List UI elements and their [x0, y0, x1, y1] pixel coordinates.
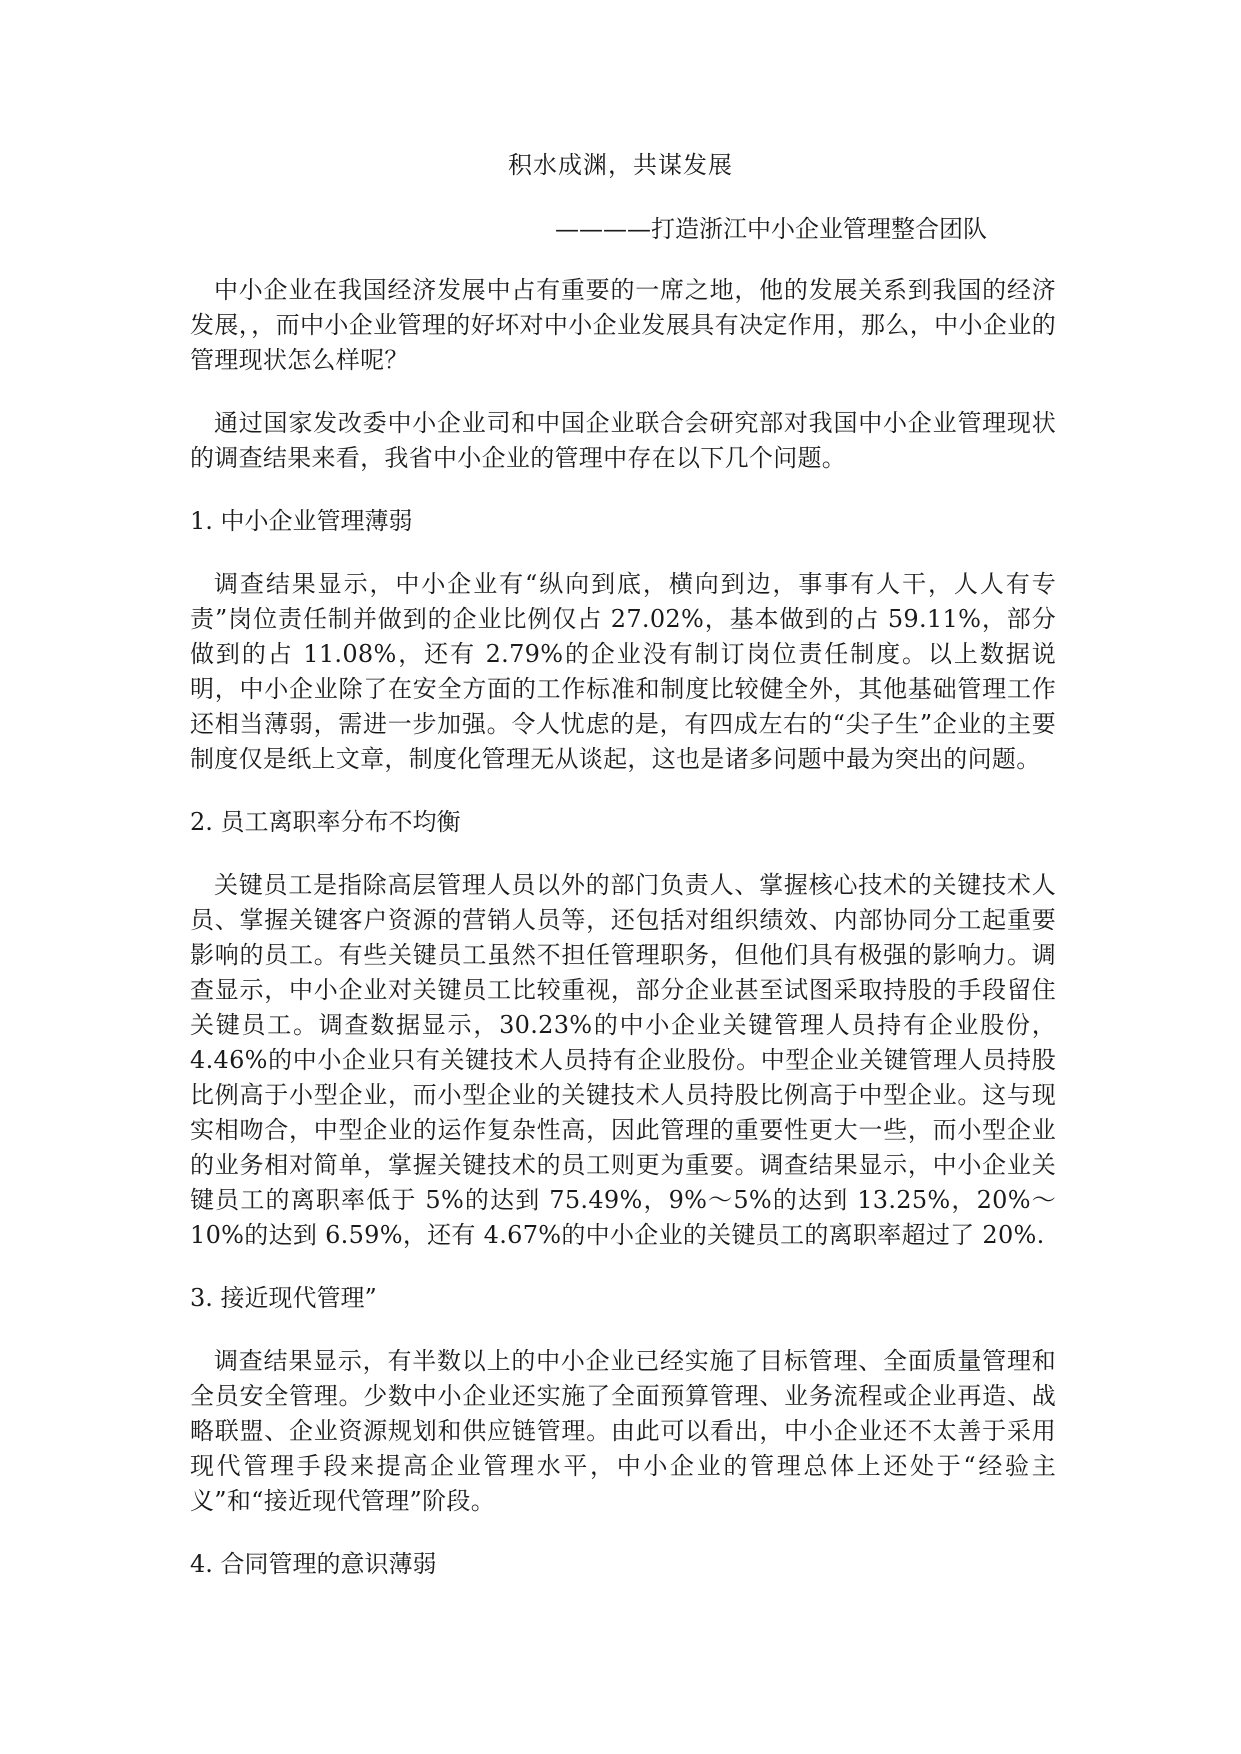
intro-paragraph-2: 通过国家发改委中小企业司和中国企业联合会研究部对我国中小企业管理现状的调查结果来看，我省中小企业的管理中存在以下几个问题。 — [190, 409, 1056, 472]
section-heading-3: 3. 接近现代管理” — [190, 1284, 377, 1312]
section-heading-2: 2. 员工离职率分布不均衡 — [190, 808, 461, 836]
document-body — [190, 273, 1056, 1610]
section-heading-4: 4. 合同管理的意识薄弱 — [190, 1550, 437, 1578]
section-paragraph-1: 调查结果显示，中小企业有“纵向到底，横向到边，事事有人干，人人有专责”岗位责任制并做到的企业比例仅占 27.02%，基本做到的占 59.11%，部分做到的占 11.08%，还有 2.79%的企业没有制订岗位责任制度。以上数据说明，中小企业除了在安全方面的工作标准和制度比较健全外，其他基础管理工作还相当薄弱，需进一步加强。令人忧虑的是，有四成左右的“尖子生”企业的主要制度仅是纸上文章，制度化管理无从谈起，这也是诸多问题中最为突出的问题。 — [190, 570, 1056, 773]
section-paragraph-2: 关键员工是指除高层管理人员以外的部门负责人、掌握核心技术的关键技术人员、掌握关键客户资源的营销人员等，还包括对组织绩效、内部协同分工起重要影响的员工。有些关键员工虽然不担任管理职务，但他们具有极强的影响力。调查显示，中小企业对关键员工比较重视，部分企业甚至试图采取持股的手段留住关键员工。调查数据显示，30.23%的中小企业关键管理人员持有企业股份，4.46%的中小企业只有关键技术人员持有企业股份。中型企业关键管理人员持股比例高于小型企业，而小型企业的关键技术人员持股比例高于中型企业。这与现实相吻合，中型企业的运作复杂性高，因此管理的重要性更大一些，而小型企业的业务相对简单，掌握关键技术的员工则更为重要。调查结果显示，中小企业关键员工的离职率低于 5%的达到 75.49%，9%～5%的达到 13.25%，20%～10%的达到 6.59%，还有 4.67%的中小企业的关键员工的离职率超过了 20%. — [190, 871, 1056, 1249]
intro-paragraph-1: 中小企业在我国经济发展中占有重要的一席之地，他的发展关系到我国的经济发展，，而中小企业管理的好坏对中小企业发展具有决定作用，那么，中小企业的管理现状怎么样呢？ — [190, 276, 1056, 374]
section-heading-1: 1. 中小企业管理薄弱 — [190, 507, 413, 535]
document-title: 积水成渊，共谋发展 — [508, 151, 733, 179]
section-paragraph-3: 调查结果显示，有半数以上的中小企业已经实施了目标管理、全面质量管理和全员安全管理。少数中小企业还实施了全面预算管理、业务流程或企业再造、战略联盟、企业资源规划和供应链管理。由此可以看出，中小企业还不太善于采用现代管理手段来提高企业管理水平，中小企业的管理总体上还处于“经验主义”和“接近现代管理”阶段。 — [190, 1347, 1056, 1515]
document-subtitle: ————打造浙江中小企业管理整合团队 — [555, 215, 987, 243]
